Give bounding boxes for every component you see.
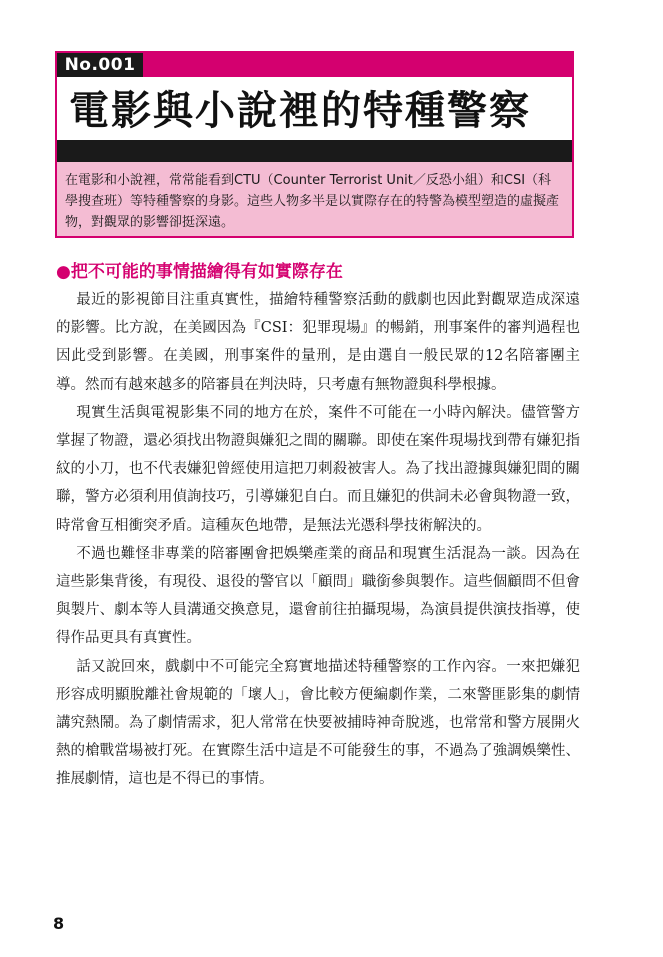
page-number: 8 xyxy=(53,914,65,933)
header-divider-band xyxy=(57,140,572,162)
body-paragraph: 不過也難怪非專業的陪審團會把娛樂產業的商品和現實生活混為一談。因為在這些影集背後，有現役、退役的警官以「顧問」職銜參與製作。這些個顧問不但會與製片、劇本等人員溝通交換意見，還會前往拍攝現場，為演員提供演技指導，使得作品更具有真實性。 xyxy=(56,545,580,647)
chapter-number-badge: No.001 xyxy=(57,53,143,77)
chapter-summary: 在電影和小說裡，常常能看到CTU（Counter Terrorist Unit／反恐小組）和CSI（科學搜查班）等特種警察的身影。這些人物多半是以實際存在的特警為模型塑造的虛擬產物，對觀眾的影響卻挺深遠。 xyxy=(57,162,572,236)
body-paragraph: 現實生活與電視影集不同的地方在於，案件不可能在一小時內解決。儘管警方掌握了物證，還必須找出物證與嫌犯之間的關聯。即使在案件現場找到帶有嫌犯指紋的小刀，也不代表嫌犯曾經使用這把刀刺殺被害人。為了找出證據與嫌犯間的關聯，警方必須利用偵詢技巧，引導嫌犯自白。而且嫌犯的供詞未必會與物證一致，時常會互相衝突矛盾。這種灰色地帶，是無法光憑科學技術解決的。 xyxy=(56,404,580,534)
chapter-title: 電影與小說裡的特種警察 xyxy=(69,88,531,134)
article-body xyxy=(56,286,580,794)
body-paragraph: 話又說回來，戲劇中不可能完全寫實地描述特種警察的工作內容。一來把嫌犯形容成明顯脫離社會規範的「壞人」，會比較方便編劇作業，二來警匪影集的劇情講究熱鬧。為了劇情需求，犯人常常在快要被捕時神奇脫逃，也常常和警方展開火熱的槍戰當場被打死。在實際生活中這是不可能發生的事，不過為了強調娛樂性、推展劇情，這也是不得已的事情。 xyxy=(56,658,580,788)
body-paragraph: 最近的影視節目注重真實性，描繪特種警察活動的戲劇也因此對觀眾造成深遠的影響。比方說，在美國因為『CSI：犯罪現場』的暢銷，刑事案件的審判過程也因此受到影響。在美國，刑事案件的量刑，是由選自一般民眾的12名陪審團主導。然而有越來越多的陪審員在判決時，只考慮有無物證與科學根據。 xyxy=(56,292,580,393)
chapter-header xyxy=(55,51,574,238)
section-heading: ●把不可能的事情描繪得有如實際存在 xyxy=(56,262,343,282)
